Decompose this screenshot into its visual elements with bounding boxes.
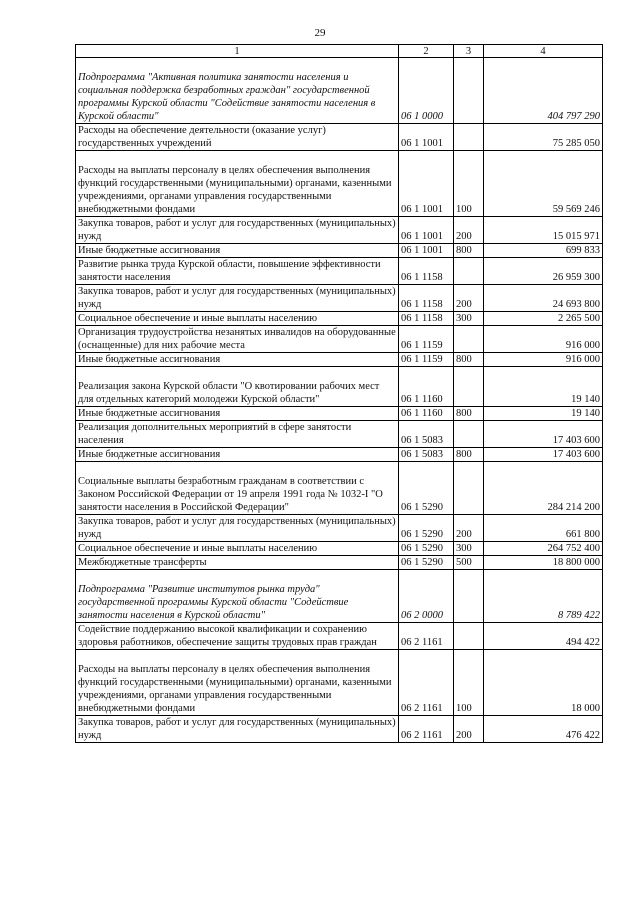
expense-type-cell (454, 367, 484, 407)
amount-cell: 476 422 (484, 716, 603, 743)
expense-type-cell: 800 (454, 244, 484, 258)
name-cell: Расходы на выплаты персоналу в целях обеспечения выполнения функций государственными (муниципальными) органами, казенными учреждениями, органами управления государственными внебюджетными фондами (76, 151, 399, 217)
table-row (76, 556, 603, 570)
code-cell: 06 1 1160 (399, 367, 454, 407)
amount-cell: 494 422 (484, 623, 603, 650)
amount-cell: 19 140 (484, 367, 603, 407)
code-cell: 06 2 1161 (399, 716, 454, 743)
expense-type-cell: 300 (454, 312, 484, 326)
expense-type-cell: 200 (454, 217, 484, 244)
amount-cell: 75 285 050 (484, 124, 603, 151)
name-cell: Социальное обеспечение и иные выплаты населению (76, 312, 399, 326)
amount-cell: 17 403 600 (484, 448, 603, 462)
amount-cell: 18 800 000 (484, 556, 603, 570)
code-cell: 06 1 1159 (399, 326, 454, 353)
name-cell: Межбюджетные трансферты (76, 556, 399, 570)
page-number: 29 (314, 27, 326, 39)
table-row (76, 285, 603, 312)
expense-type-cell: 800 (454, 448, 484, 462)
table-row (76, 151, 603, 217)
name-cell: Социальное обеспечение и иные выплаты населению (76, 542, 399, 556)
expense-type-cell: 500 (454, 556, 484, 570)
name-cell: Социальные выплаты безработным гражданам в соответствии с Законом Российской Федерации от 19 апреля 1991 года № 1032-I "О занятости населения в Российской Федерации" (76, 462, 399, 515)
table-row (76, 124, 603, 151)
table-row (76, 217, 603, 244)
expense-type-cell (454, 58, 484, 124)
table-body (76, 58, 603, 743)
table-row (76, 353, 603, 367)
name-cell: Подпрограмма "Развитие институтов рынка труда" государственной программы Курской области "Содействие занятости населения в Курской области" (76, 570, 399, 623)
amount-cell: 24 693 800 (484, 285, 603, 312)
expense-type-cell (454, 258, 484, 285)
expense-type-cell: 200 (454, 285, 484, 312)
header-col-code: 2 (399, 45, 454, 58)
name-cell: Подпрограмма "Активная политика занятости населения и социальная поддержка безработных граждан" государственной программы Курской области "Содействие занятости населения в Курской области" (76, 58, 399, 124)
expense-type-cell: 300 (454, 542, 484, 556)
amount-cell: 59 569 246 (484, 151, 603, 217)
expense-type-cell (454, 124, 484, 151)
name-cell: Содействие поддержанию высокой квалификации и сохранению здоровья работников, обеспечение защиты трудовых прав граждан (76, 623, 399, 650)
name-cell: Развитие рынка труда Курской области, повышение эффективности занятости населения (76, 258, 399, 285)
code-cell: 06 2 1161 (399, 623, 454, 650)
code-cell: 06 1 5083 (399, 448, 454, 462)
table-row (76, 326, 603, 353)
amount-cell: 19 140 (484, 407, 603, 421)
amount-cell: 404 797 290 (484, 58, 603, 124)
expense-type-cell (454, 326, 484, 353)
amount-cell: 284 214 200 (484, 462, 603, 515)
code-cell: 06 1 5290 (399, 462, 454, 515)
table-row (76, 448, 603, 462)
name-cell: Реализация дополнительных мероприятий в сфере занятости населения (76, 421, 399, 448)
name-cell: Иные бюджетные ассигнования (76, 244, 399, 258)
code-cell: 06 1 1158 (399, 285, 454, 312)
amount-cell: 699 833 (484, 244, 603, 258)
table-row (76, 312, 603, 326)
name-cell: Расходы на выплаты персоналу в целях обеспечения выполнения функций государственными (муниципальными) органами, казенными учреждениями, органами управления государственными внебюджетными фондами (76, 650, 399, 716)
code-cell: 06 1 1001 (399, 151, 454, 217)
table-row (76, 258, 603, 285)
code-cell: 06 1 5290 (399, 542, 454, 556)
expense-type-cell: 800 (454, 353, 484, 367)
name-cell: Закупка товаров, работ и услуг для государственных (муниципальных) нужд (76, 285, 399, 312)
amount-cell: 264 752 400 (484, 542, 603, 556)
code-cell: 06 1 1158 (399, 258, 454, 285)
amount-cell: 661 800 (484, 515, 603, 542)
code-cell: 06 2 1161 (399, 650, 454, 716)
table-row (76, 407, 603, 421)
code-cell: 06 2 0000 (399, 570, 454, 623)
expense-type-cell: 800 (454, 407, 484, 421)
code-cell: 06 1 5083 (399, 421, 454, 448)
table-row (76, 367, 603, 407)
code-cell: 06 1 5290 (399, 515, 454, 542)
name-cell: Закупка товаров, работ и услуг для государственных (муниципальных) нужд (76, 515, 399, 542)
amount-cell: 916 000 (484, 353, 603, 367)
budget-table (75, 44, 603, 743)
amount-cell: 15 015 971 (484, 217, 603, 244)
expense-type-cell: 200 (454, 716, 484, 743)
table-row (76, 623, 603, 650)
header-row (76, 45, 603, 58)
expense-type-cell (454, 623, 484, 650)
subprogram-row (76, 58, 603, 124)
table-row (76, 244, 603, 258)
name-cell: Иные бюджетные ассигнования (76, 448, 399, 462)
amount-cell: 17 403 600 (484, 421, 603, 448)
header-col-vr: 3 (454, 45, 484, 58)
name-cell: Организация трудоустройства незанятых инвалидов на оборудованные (оснащенные) для них рабочие места (76, 326, 399, 353)
amount-cell: 8 789 422 (484, 570, 603, 623)
name-cell: Иные бюджетные ассигнования (76, 407, 399, 421)
subprogram-row (76, 570, 603, 623)
amount-cell: 916 000 (484, 326, 603, 353)
code-cell: 06 1 1159 (399, 353, 454, 367)
amount-cell: 2 265 500 (484, 312, 603, 326)
expense-type-cell (454, 462, 484, 515)
expense-type-cell (454, 421, 484, 448)
name-cell: Расходы на обеспечение деятельности (оказание услуг) государственных учреждений (76, 124, 399, 151)
table-row (76, 421, 603, 448)
table-row (76, 462, 603, 515)
expense-type-cell: 200 (454, 515, 484, 542)
table-row (76, 650, 603, 716)
header-col-amount: 4 (484, 45, 603, 58)
table-row (76, 515, 603, 542)
table-header (76, 45, 603, 58)
table-row (76, 716, 603, 743)
amount-cell: 18 000 (484, 650, 603, 716)
code-cell: 06 1 1001 (399, 217, 454, 244)
code-cell: 06 1 1158 (399, 312, 454, 326)
expense-type-cell: 100 (454, 151, 484, 217)
expense-type-cell (454, 570, 484, 623)
table-row (76, 542, 603, 556)
code-cell: 06 1 5290 (399, 556, 454, 570)
header-col-name: 1 (76, 45, 399, 58)
name-cell: Реализация закона Курской области "О квотировании рабочих мест для отдельных категорий молодежи Курской области" (76, 367, 399, 407)
name-cell: Закупка товаров, работ и услуг для государственных (муниципальных) нужд (76, 217, 399, 244)
name-cell: Закупка товаров, работ и услуг для государственных (муниципальных) нужд (76, 716, 399, 743)
code-cell: 06 1 1001 (399, 124, 454, 151)
code-cell: 06 1 1001 (399, 244, 454, 258)
code-cell: 06 1 0000 (399, 58, 454, 124)
code-cell: 06 1 1160 (399, 407, 454, 421)
name-cell: Иные бюджетные ассигнования (76, 353, 399, 367)
amount-cell: 26 959 300 (484, 258, 603, 285)
expense-type-cell: 100 (454, 650, 484, 716)
